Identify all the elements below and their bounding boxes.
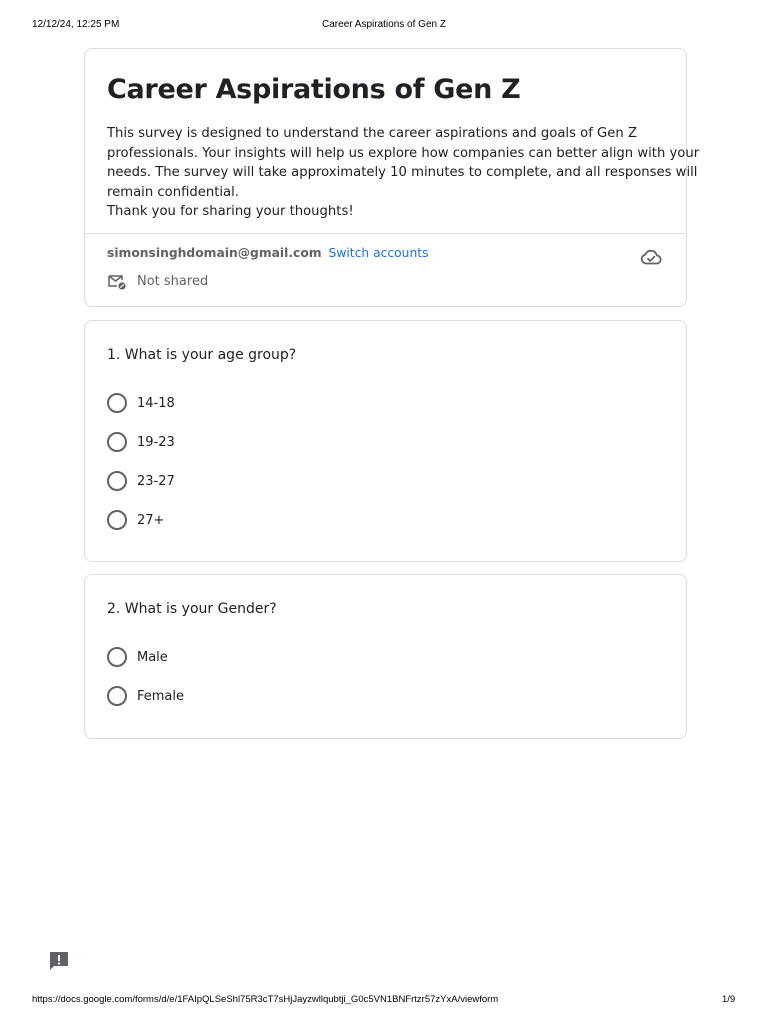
print-header	[0, 19, 768, 33]
account-row	[107, 246, 428, 260]
radio-option-19-23[interactable]	[107, 431, 175, 453]
radio-button[interactable]	[107, 510, 127, 530]
radio-option-23-27[interactable]	[107, 470, 175, 492]
question-title: 1. What is your age group?	[107, 347, 297, 363]
form-description-line: needs. The survey will take approximately 10 minutes to complete, and all responses will	[107, 165, 698, 180]
radio-button[interactable]	[107, 393, 127, 413]
option-label: 19-23	[137, 434, 175, 450]
header-divider	[85, 233, 686, 234]
radio-option-female[interactable]	[107, 685, 184, 707]
form-description-line: This survey is designed to understand the career aspirations and goals of Gen Z	[107, 126, 637, 141]
option-label: Male	[137, 649, 168, 665]
question-title: 2. What is your Gender?	[107, 601, 277, 617]
account-email: simonsinghdomain@gmail.com	[107, 246, 322, 260]
form-description-line: Thank you for sharing your thoughts!	[107, 204, 354, 219]
question-card-age	[84, 320, 687, 562]
radio-option-male[interactable]	[107, 646, 168, 668]
print-url: https://docs.google.com/forms/d/e/1FAIpQLSeShl75R3cT7sHjJayzwllqubtji_G0c5VN1BNFrtzr57zYxA/viewform	[32, 994, 499, 1005]
form-title: Career Aspirations of Gen Z	[107, 74, 521, 105]
cloud-done-icon	[639, 245, 663, 269]
form-description	[107, 124, 700, 222]
option-label: 27+	[137, 512, 165, 528]
report-feedback-icon[interactable]	[48, 950, 70, 972]
question-card-gender	[84, 574, 687, 739]
form-header-card	[84, 48, 700, 307]
radio-button[interactable]	[107, 471, 127, 491]
print-datetime: 12/12/24, 12:25 PM	[32, 19, 120, 30]
option-label: Female	[137, 688, 185, 704]
print-page-number: 1/9	[722, 994, 736, 1005]
option-label: 14-18	[137, 395, 175, 411]
radio-button[interactable]	[107, 686, 127, 706]
sharing-status-row	[107, 271, 208, 291]
option-label: 23-27	[137, 473, 175, 489]
radio-button[interactable]	[107, 432, 127, 452]
sharing-status-text: Not shared	[137, 273, 209, 289]
switch-accounts-link[interactable]: Switch accounts	[328, 246, 429, 260]
radio-button[interactable]	[107, 647, 127, 667]
radio-option-14-18[interactable]	[107, 392, 175, 414]
mail-not-shared-icon	[107, 271, 127, 291]
radio-option-27-plus[interactable]	[107, 509, 164, 531]
form-description-line: professionals. Your insights will help us explore how companies can better align with your	[107, 145, 700, 161]
print-page-title: Career Aspirations of Gen Z	[322, 19, 446, 30]
form-description-line: remain confidential.	[107, 184, 239, 200]
